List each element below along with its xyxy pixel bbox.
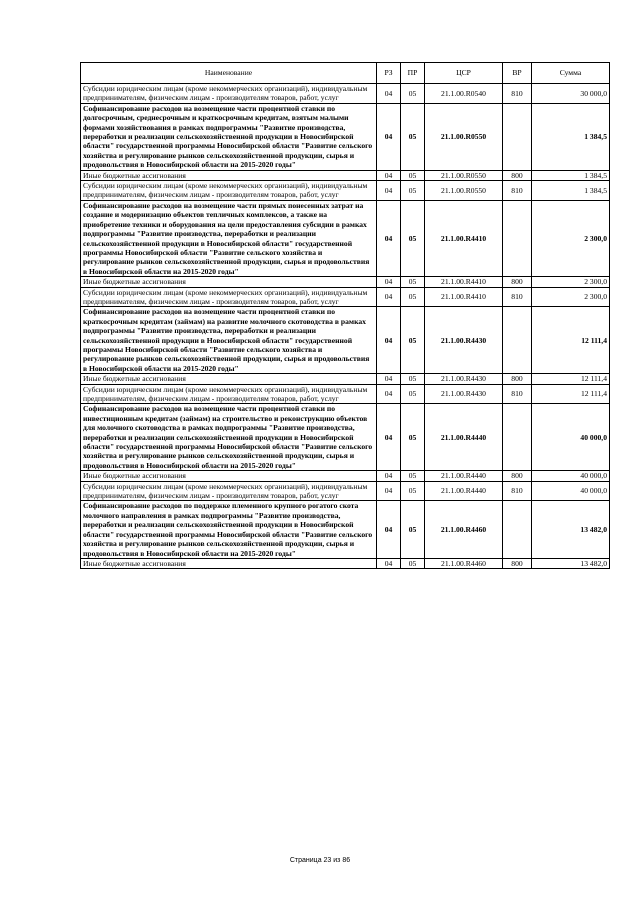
cell-name: Софинансирование расходов на возмещение части процентной ставки по краткосрочным кредитам (займам) на развитие молочного скотоводства в рамках подпрограммы "Развитие производства, переработки и реализации сельскохозяйственной продукции в Новосибирской области" государственной программы Новосибирской области "Развитие сельского хозяйства и регулирование рынков сельскохозяйственной продукции, сырья и продовольствия в Новосибирской области на 2015-2020 годы" [81, 307, 377, 374]
cell-rz: 04 [377, 481, 401, 501]
cell-csr: 21.1.00.R4410 [425, 287, 503, 307]
cell-name: Софинансирование расходов по поддержке племенного крупного рогатого скота молочного направления в рамках подпрограммы "Развитие производства, переработки и реализации сельскохозяйственной продукции в Новосибирской области" государственной программы Новосибирской области "Развитие сельского хозяйства и регулирование рынков сельскохозяйственной продукции, сырья и продовольствия в Новосибирской области на 2015-2020 годы" [81, 501, 377, 558]
cell-vr [503, 501, 532, 558]
header-vr: ВР [503, 63, 532, 84]
cell-pr: 05 [401, 84, 425, 104]
header-name: Наименование [81, 63, 377, 84]
cell-csr: 21.1.00.R4440 [425, 481, 503, 501]
cell-name: Иные бюджетные ассигнования [81, 471, 377, 481]
cell-sum: 12 111,4 [532, 374, 610, 384]
cell-rz: 04 [377, 200, 401, 276]
cell-csr: 21.1.00.R4430 [425, 384, 503, 404]
cell-vr [503, 200, 532, 276]
cell-pr: 05 [401, 181, 425, 201]
cell-name: Софинансирование расходов на возмещение части прямых понесенных затрат на создание и модернизацию объектов тепличных комплексов, а также на приобретение техники и оборудования на цели предоставления субсидии в рамках подпрограммы "Развитие производства, переработки и реализации сельскохозяйственной продукции в Новосибирской области" государственной программы Новосибирской области "Развитие сельского хозяйства и регулирование рынков сельскохозяйственной продукции, сырья и продовольствия в Новосибирской области на 2015-2020 годы" [81, 200, 377, 276]
cell-name: Субсидии юридическим лицам (кроме некоммерческих организаций), индивидуальным предпринимателям, физическим лицам - производителям товаров, работ, услуг [81, 84, 377, 104]
cell-rz: 04 [377, 404, 401, 471]
cell-name: Софинансирование расходов на возмещение части процентной ставки по долгосрочным, среднесрочным и краткосрочным кредитам, взятым малыми формами хозяйствования в рамках подпрограммы "Развитие производства, переработки и реализации сельскохозяйственной продукции в Новосибирской области" государственной программы Новосибирской области "Развитие сельского хозяйства и регулирование рынков сельскохозяйственной продукции, сырья и продовольствия в Новосибирской области на 2015-2020 годы" [81, 103, 377, 170]
cell-name: Софинансирование расходов на возмещение части процентной ставки по инвестиционным кредитам (займам) на строительство и реконструкцию объектов для молочного скотоводства в рамках подпрограммы "Развитие производства, переработки и реализации сельскохозяйственной продукции в Новосибирской области" государственной программы Новосибирской области "Развитие сельского хозяйства и регулирование рынков сельскохозяйственной продукции, сырья и продовольствия в Новосибирской области на 2015-2020 годы" [81, 404, 377, 471]
header-csr: ЦСР [425, 63, 503, 84]
table-row [81, 374, 610, 384]
cell-sum: 2 300,0 [532, 277, 610, 287]
cell-vr [503, 404, 532, 471]
table-row [81, 84, 610, 104]
cell-csr: 21.1.00.R4410 [425, 277, 503, 287]
cell-rz: 04 [377, 277, 401, 287]
header-rz: РЗ [377, 63, 401, 84]
cell-rz: 04 [377, 170, 401, 180]
cell-sum: 12 111,4 [532, 307, 610, 374]
cell-vr: 800 [503, 471, 532, 481]
cell-rz: 04 [377, 471, 401, 481]
table-row [81, 404, 610, 471]
table-row [81, 181, 610, 201]
cell-rz: 04 [377, 384, 401, 404]
cell-csr: 21.1.00.R0550 [425, 103, 503, 170]
budget-table [80, 62, 610, 569]
cell-rz: 04 [377, 287, 401, 307]
cell-sum: 1 384,5 [532, 170, 610, 180]
cell-vr: 810 [503, 384, 532, 404]
cell-name: Субсидии юридическим лицам (кроме некоммерческих организаций), индивидуальным предпринимателям, физическим лицам - производителям товаров, работ, услуг [81, 181, 377, 201]
cell-pr: 05 [401, 307, 425, 374]
page-footer: Страница 23 из 86 [289, 857, 351, 864]
table-row [81, 170, 610, 180]
table-row [81, 384, 610, 404]
cell-vr: 800 [503, 374, 532, 384]
cell-pr: 05 [401, 481, 425, 501]
header-sum: Сумма [532, 63, 610, 84]
cell-sum: 2 300,0 [532, 200, 610, 276]
cell-rz: 04 [377, 84, 401, 104]
cell-pr: 05 [401, 287, 425, 307]
cell-sum: 13 482,0 [532, 501, 610, 558]
table-row [81, 287, 610, 307]
cell-pr: 05 [401, 558, 425, 568]
cell-csr: 21.1.00.R0540 [425, 84, 503, 104]
cell-sum: 30 000,0 [532, 84, 610, 104]
table-row [81, 103, 610, 170]
table-row [81, 307, 610, 374]
cell-pr: 05 [401, 200, 425, 276]
cell-vr: 810 [503, 481, 532, 501]
cell-sum: 12 111,4 [532, 384, 610, 404]
cell-rz: 04 [377, 501, 401, 558]
cell-pr: 05 [401, 374, 425, 384]
cell-name: Иные бюджетные ассигнования [81, 374, 377, 384]
cell-csr: 21.1.00.R4430 [425, 307, 503, 374]
cell-csr: 21.1.00.R4410 [425, 200, 503, 276]
cell-pr: 05 [401, 103, 425, 170]
cell-sum: 40 000,0 [532, 471, 610, 481]
header-pr: ПР [401, 63, 425, 84]
cell-rz: 04 [377, 307, 401, 374]
cell-vr [503, 307, 532, 374]
table-row [81, 471, 610, 481]
cell-sum: 40 000,0 [532, 404, 610, 471]
table-row [81, 200, 610, 276]
cell-pr: 05 [401, 170, 425, 180]
cell-pr: 05 [401, 277, 425, 287]
cell-rz: 04 [377, 558, 401, 568]
cell-sum: 2 300,0 [532, 287, 610, 307]
cell-pr: 05 [401, 471, 425, 481]
table-row [81, 481, 610, 501]
cell-csr: 21.1.00.R4440 [425, 404, 503, 471]
cell-name: Иные бюджетные ассигнования [81, 277, 377, 287]
cell-rz: 04 [377, 374, 401, 384]
cell-csr: 21.1.00.R0550 [425, 181, 503, 201]
table-row [81, 277, 610, 287]
cell-sum: 13 482,0 [532, 558, 610, 568]
cell-vr [503, 103, 532, 170]
cell-csr: 21.1.00.R4460 [425, 501, 503, 558]
table-row [81, 558, 610, 568]
cell-sum: 40 000,0 [532, 481, 610, 501]
cell-csr: 21.1.00.R4460 [425, 558, 503, 568]
cell-sum: 1 384,5 [532, 181, 610, 201]
cell-name: Субсидии юридическим лицам (кроме некоммерческих организаций), индивидуальным предпринимателям, физическим лицам - производителям товаров, работ, услуг [81, 287, 377, 307]
cell-name: Иные бюджетные ассигнования [81, 170, 377, 180]
cell-vr: 810 [503, 287, 532, 307]
cell-csr: 21.1.00.R4430 [425, 374, 503, 384]
cell-rz: 04 [377, 181, 401, 201]
cell-name: Иные бюджетные ассигнования [81, 558, 377, 568]
cell-vr: 810 [503, 181, 532, 201]
cell-rz: 04 [377, 103, 401, 170]
cell-name: Субсидии юридическим лицам (кроме некоммерческих организаций), индивидуальным предпринимателям, физическим лицам - производителям товаров, работ, услуг [81, 481, 377, 501]
cell-pr: 05 [401, 501, 425, 558]
cell-pr: 05 [401, 384, 425, 404]
cell-name: Субсидии юридическим лицам (кроме некоммерческих организаций), индивидуальным предпринимателям, физическим лицам - производителям товаров, работ, услуг [81, 384, 377, 404]
cell-vr: 800 [503, 170, 532, 180]
cell-vr: 810 [503, 84, 532, 104]
cell-vr: 800 [503, 558, 532, 568]
cell-pr: 05 [401, 404, 425, 471]
cell-csr: 21.1.00.R4440 [425, 471, 503, 481]
cell-sum: 1 384,5 [532, 103, 610, 170]
table-row [81, 501, 610, 558]
cell-csr: 21.1.00.R0550 [425, 170, 503, 180]
cell-vr: 800 [503, 277, 532, 287]
header-row [81, 63, 610, 84]
